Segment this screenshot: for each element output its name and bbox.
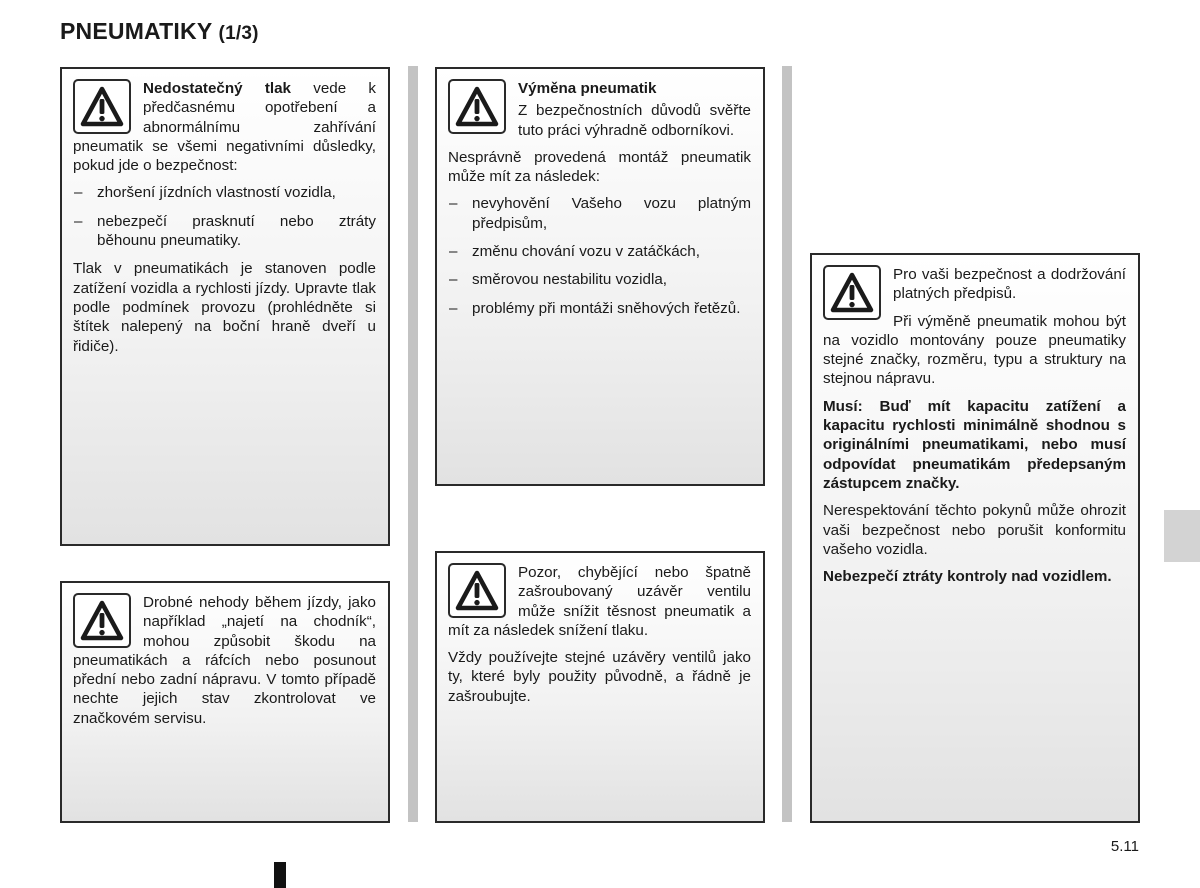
warning-box-underinflation	[60, 67, 390, 546]
heading-text: Výměna pneumatik	[518, 80, 657, 97]
tyre-change-paragraph: Nesprávně provedená montáž pneumatik může mít za následek:	[448, 148, 751, 186]
list-item: – nebezpečí prasknutí nebo ztráty běhounu pneumatiky.	[73, 212, 376, 251]
warning-triangle-icon	[448, 79, 506, 134]
list-item: – směrovou nestabilitu vozidla,	[448, 270, 751, 289]
tyre-change-list	[448, 194, 751, 317]
chapter-tab-marker	[1164, 510, 1200, 562]
print-crop-mark	[274, 862, 286, 888]
regulations-intro: Pro vaši bezpečnost a dodržování platných předpisů.	[893, 266, 1126, 303]
regulations-loss-of-control: Nebezpečí ztráty kontroly nad vozidlem.	[823, 568, 1112, 586]
warning-box-valve-caps	[435, 551, 765, 823]
pressure-paragraph: Tlak v pneumatikách je stanoven podle zatížení vozidla a rychlosti jízdy. Upravte tlak podle podmínek provozu (prohlédněte si štítek nalepený na boční hraně dveří u řidiče).	[73, 260, 376, 355]
title-text: PNEUMATIKY	[60, 18, 212, 44]
page-number: 5.11	[1110, 838, 1139, 855]
list-item: – změnu chování vozu v zatáčkách,	[448, 242, 751, 261]
title-part: (1/3)	[218, 23, 259, 44]
tyre-change-intro: Z bezpečnostních důvodů svěřte tuto práci výhradně odborníkovi.	[518, 102, 751, 139]
regulations-tyre-rules: Při výměně pneumatik mohou být na vozidlo montovány pouze pneumatiky stejné značky, rozměru, typu a struktury na stejnou nápravu.	[823, 312, 1126, 388]
warning-triangle-icon	[73, 593, 131, 648]
valve-caps-warning: Pozor, chybějící nebo špatně zašroubovaný uzávěr ventilu může snížit těsnost pneumatik a mít za následek snížení tlaku.	[448, 564, 751, 639]
warning-box-regulations	[810, 253, 1140, 823]
warning-triangle-icon	[73, 79, 131, 134]
column-separator-1	[408, 66, 418, 822]
underinflation-list	[73, 183, 376, 250]
page-title	[60, 18, 259, 45]
list-item: – problémy při montáži sněhových řetězů.	[448, 299, 751, 318]
column-separator-2	[782, 66, 792, 822]
warning-box-tyre-change	[435, 67, 765, 486]
list-item: – nevyhovění Vašeho vozu platným předpisům,	[448, 194, 751, 233]
warning-triangle-icon	[823, 265, 881, 320]
regulations-noncompliance: Nerespektování těchto pokynů může ohrozit vaši bezpečnost nebo porušit konformitu vašeho vozidla.	[823, 502, 1126, 558]
regulations-must: Musí: Buď mít kapacitu zatížení a kapacitu rychlosti minimálně shodnou s originálními pneumatikami, nebo musí odpovídat pneumatikám předepsaným zástupcem značky.	[823, 397, 1126, 492]
valve-caps-advice: Vždy používejte stejné uzávěry ventilů jako ty, které byly použity původně, a řádně je zašroubujte.	[448, 649, 751, 705]
minor-accidents-text: Drobné nehody během jízdy, jako například „najetí na chodník“, mohou způsobit škodu na pneumatikách a ráfcích nebo posunout přední nebo zadní nápravu. V tomto případě nechte jejich stav zkontrolovat ve značkovém servisu.	[73, 594, 376, 727]
warning-box-minor-accidents	[60, 581, 390, 823]
underinflation-lead: Nedostatečný tlak	[143, 80, 291, 97]
underinflation-text: vede k předčasnému opotřebení a abnormálnímu zahřívání pneumatik se všemi negativními důsledky, pokud jde o bezpečnost:	[73, 80, 376, 175]
list-item: – zhoršení jízdních vlastností vozidla,	[73, 183, 376, 202]
warning-triangle-icon	[448, 563, 506, 618]
